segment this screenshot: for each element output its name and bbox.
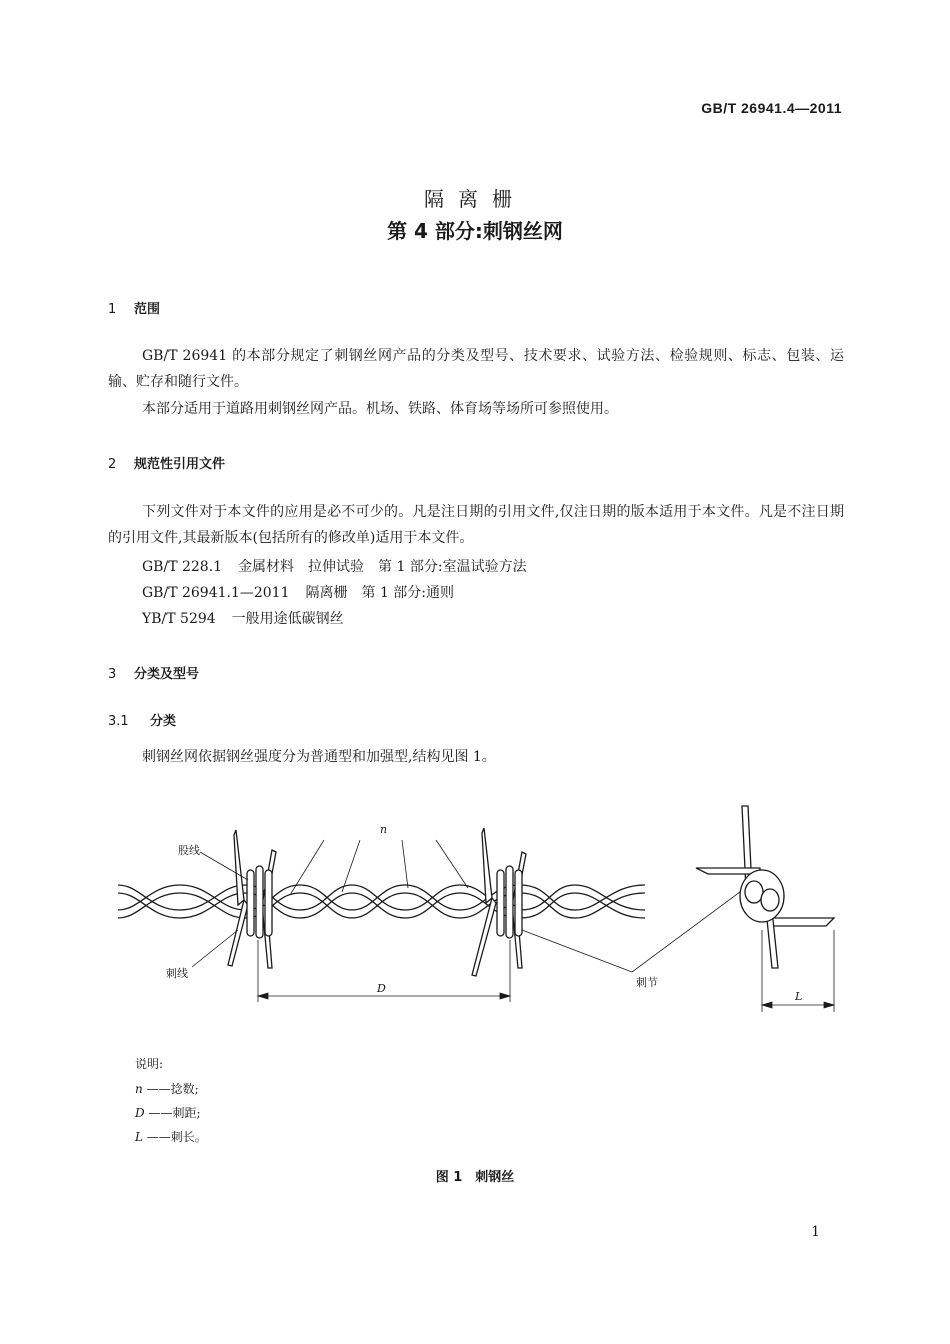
legend-text: ——刺距; [148, 1106, 201, 1120]
classification-paragraph: 刺钢丝网依据钢丝强度分为普通型和加强型,结构见图 1。 [142, 749, 496, 765]
legend-symbol: n [135, 1082, 143, 1096]
legend-text: ——捻数; [146, 1082, 199, 1096]
legend-text: ——刺长。 [146, 1130, 207, 1144]
legend-symbol: L [135, 1130, 143, 1144]
label-barb-wire: 刺线 [166, 967, 188, 980]
barb-knot-side-view [696, 806, 834, 968]
scope-paragraph-1: GB/T 26941 的本部分规定了刺钢丝网产品的分类及型号、技术要求、试验方法、检验规则、标志、包装、运输、贮存和随行文件。 [108, 348, 844, 390]
label-n: n [380, 823, 388, 836]
label-D: D [377, 982, 386, 995]
reference-title: 一般用途低碳钢丝 [231, 611, 344, 627]
section-title: 分类及型号 [134, 667, 200, 682]
section-number: 1 [108, 302, 117, 317]
section-number: 2 [108, 457, 117, 472]
legend-item [135, 1104, 201, 1121]
document-subtitle: 第 4 部分:刺钢丝网 [387, 219, 563, 243]
reference-code: GB/T 228.1 [142, 559, 223, 575]
references-intro-paragraph: 下列文件对于本文件的应用是必不可少的。凡是注日期的引用文件,仅注日期的版本适用于本文件。凡是不注日期的引用文件,其最新版本(包括所有的修改单)适用于本文件。 [108, 504, 844, 546]
figure-caption: 图 1 刺钢丝 [435, 1170, 515, 1185]
legend-item [135, 1080, 199, 1097]
legend-symbol: D [135, 1106, 145, 1120]
section-title: 规范性引用文件 [134, 457, 226, 472]
label-barb-knot: 刺节 [636, 976, 658, 989]
label-strand: 股线 [178, 844, 200, 857]
leader-lines [192, 840, 748, 972]
reference-code: GB/T 26941.1—2011 [142, 585, 290, 601]
section-title: 范围 [134, 302, 161, 317]
scope-paragraph-2: 本部分适用于道路用刺钢丝网产品。机场、铁路、体育场等场所可参照使用。 [142, 401, 618, 417]
reference-title: 金属材料 拉伸试验 第 1 部分:室温试验方法 [238, 559, 527, 575]
page-number: 1 [811, 1224, 820, 1240]
barb-1 [228, 830, 276, 968]
section-title: 分类 [150, 714, 177, 729]
legend-title: 说明: [135, 1057, 164, 1071]
reference-code: YB/T 5294 [142, 611, 216, 627]
legend-item [135, 1128, 207, 1145]
section-number: 3.1 [108, 714, 129, 729]
reference-title: 隔离栅 第 1 部分:通则 [305, 585, 455, 601]
barb-2 [472, 828, 526, 976]
document-title: 隔离栅 [424, 187, 526, 211]
standard-number: GB/T 26941.4—2011 [701, 100, 842, 116]
twisted-strand-wires [118, 885, 645, 918]
section-number: 3 [108, 667, 117, 682]
label-L: L [795, 990, 803, 1003]
